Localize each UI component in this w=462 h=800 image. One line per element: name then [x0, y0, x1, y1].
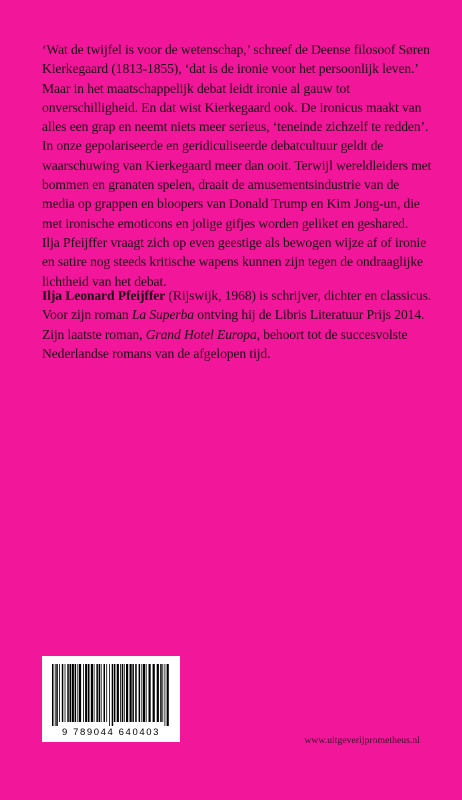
barcode-bar	[146, 664, 147, 722]
barcode-bar	[88, 664, 90, 722]
blurb-paragraph-3: Ilja Pfeijffer vraagt zich op even geestige als bewogen wijze af of ironie en satire nog steeds kritische wapens kunnen zijn tegen de ondraaglijke lichtheid van het debat.	[42, 234, 427, 289]
barcode-bar	[162, 664, 163, 722]
isbn-barcode	[42, 656, 180, 742]
author-bio-paragraph	[42, 286, 434, 363]
barcode-bar	[52, 664, 54, 726]
barcode-bar	[141, 664, 142, 722]
barcode-bar	[94, 664, 95, 722]
barcode-bar	[165, 664, 166, 726]
barcode-bar	[59, 664, 60, 722]
barcode-bar	[75, 664, 77, 722]
book-title-grand-hotel-europa: Grand Hotel Europa	[145, 326, 257, 342]
barcode-bar	[91, 664, 93, 722]
barcode-bar	[65, 664, 66, 722]
barcode-bar	[96, 664, 98, 722]
barcode-bar	[124, 664, 125, 722]
barcode-bar	[67, 664, 69, 722]
barcode-bar	[106, 664, 107, 722]
blurb-paragraph-1: ‘Wat de twijfel is voor de wetenschap,’ schreef de Deense filosoof Søren Kierkegaard (1813-1855), ‘dat is de ironie voor het persoonlijk leven.’ Maar in het maatschappelijk debat leidt ironie al gauw tot onverschilligheid. En dat wist Kierkegaard ook. De ironicus maakt van alles een grap en neemt niets meer serieus, ‘teneinde zichzelf te redden’.	[42, 42, 430, 135]
barcode-bar	[62, 664, 64, 722]
barcode-bar	[143, 664, 145, 722]
barcode-bar	[126, 664, 128, 722]
barcode-bar	[122, 664, 124, 722]
barcode-bar	[135, 664, 137, 722]
barcode-bar	[55, 664, 56, 726]
barcode-bar	[70, 664, 72, 722]
barcode-bar	[109, 664, 110, 726]
barcode-bar	[83, 664, 84, 722]
barcode-bar	[101, 664, 102, 722]
barcode-bar	[117, 664, 119, 722]
author-bio	[42, 286, 434, 363]
barcode-bars	[50, 664, 172, 726]
barcode-bar	[104, 664, 106, 722]
barcode-bar	[120, 664, 121, 722]
barcode-bar	[56, 664, 58, 726]
back-cover-blurb	[42, 40, 434, 291]
barcode-bar	[112, 664, 114, 726]
barcode-bar	[72, 664, 74, 722]
author-bio-text-3: , behoort tot de succesvolste Nederlandse romans van de afgelopen tijd.	[42, 326, 408, 361]
barcode-bar	[77, 664, 78, 722]
isbn-number: 9 789044 640403	[62, 727, 160, 738]
barcode-bar	[139, 664, 141, 722]
barcode-bar	[114, 664, 116, 722]
barcode-bar	[153, 664, 155, 722]
barcode-bar	[167, 664, 169, 726]
author-bio-text-2: ontving hij de Libris Literatuur Prijs 2014. Zijn laatste roman,	[42, 307, 425, 342]
author-name: Ilja Leonard Pfeijffer	[42, 288, 166, 303]
barcode-bar	[157, 664, 159, 722]
author-bio-text-1: (Rijswijk, 1968) is schrijver, dichter en classicus. Voor zijn roman	[42, 288, 432, 323]
book-title-la-superba: La Superba	[131, 307, 194, 323]
barcode-bar	[132, 664, 134, 722]
barcode-bar	[149, 664, 151, 722]
barcode-bar	[130, 664, 132, 722]
publisher-url: www.uitgeverijprometheus.nl	[304, 736, 420, 746]
barcode-bar	[160, 664, 162, 722]
barcode-bar	[99, 664, 101, 722]
blurb-paragraph-2: In onze gepolariseerde en geridiculiseerde debatcultuur geldt de waarschuwing van Kierkegaard meer dan ooit. Terwijl wereldleiders met bommen en granaten spelen, draait de amusementsindustrie van de media op grappen en bloopers van Donald Trump en Kim Jong-un, die met ironische emoticons en jolige gifjes worden geliket en geshared.	[42, 138, 432, 231]
barcode-bar	[79, 664, 81, 722]
barcode-bar	[85, 664, 87, 722]
